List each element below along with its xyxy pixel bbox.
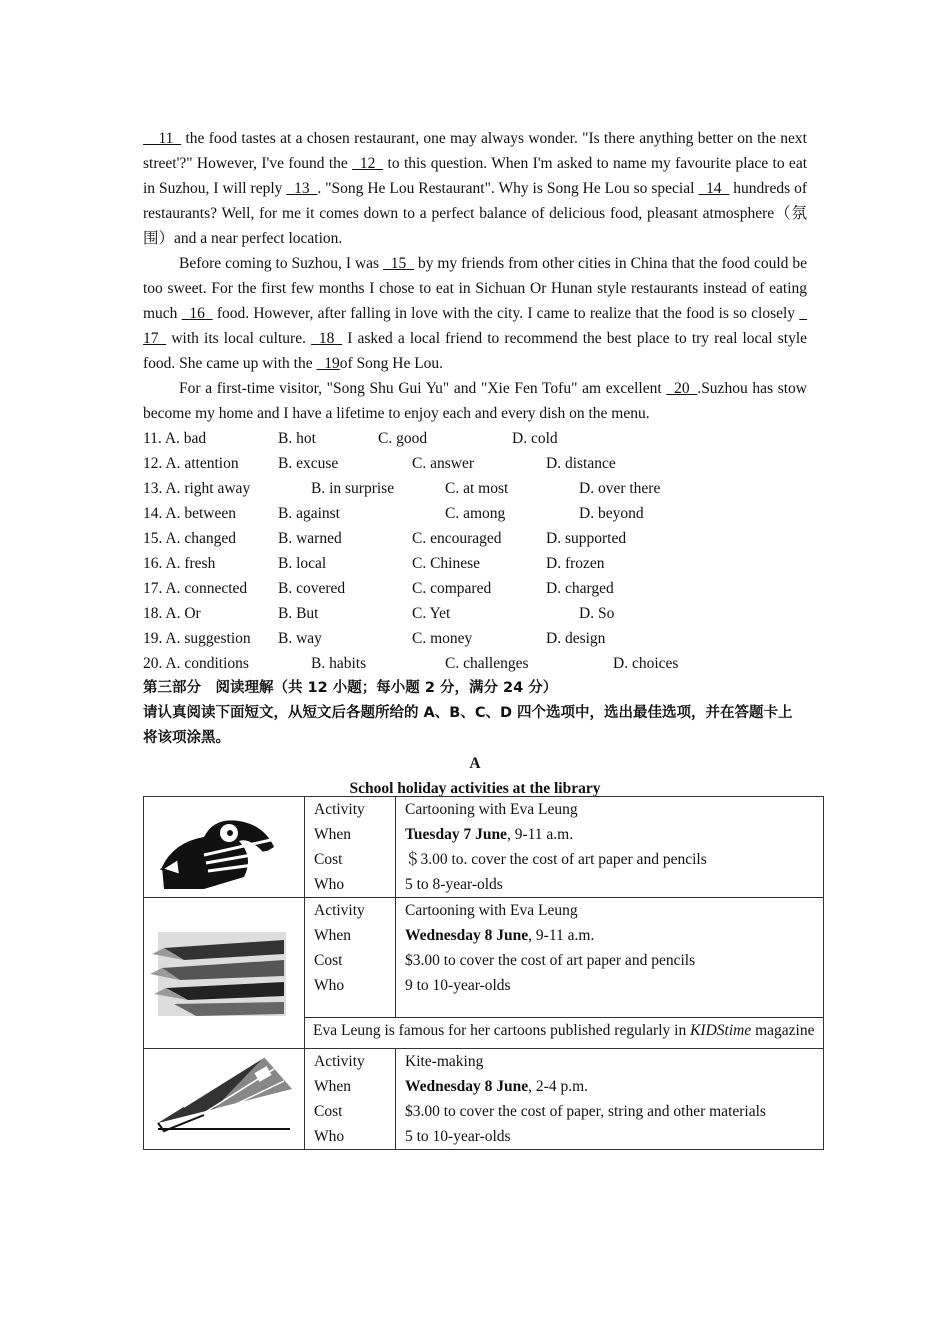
- option-row-19: 19. A. suggestion B. way C. money D. design: [143, 630, 606, 647]
- option-row-11: 11. A. bad B. hot C. good D. cold: [143, 430, 558, 447]
- activity-who: 5 to 8-year-olds: [405, 876, 503, 893]
- image-cell: [144, 1049, 305, 1150]
- activity-who: 9 to 10-year-olds: [405, 977, 511, 994]
- table-row: [144, 898, 824, 1018]
- activity-name: Cartooning with Eva Leung: [405, 801, 578, 818]
- value-cell: [396, 898, 824, 1018]
- option-row-15: 15. A. changed B. warned C. encouraged D. supported: [143, 530, 627, 547]
- blank-14: 14: [706, 180, 722, 197]
- passage-paragraph-2: Before coming to Suzhou, I was 15 by my friends from other cities in China that the food could be too sweet. For the first few months I chose to eat in Sichuan Or Hunan style restaurants instead of eating much 16 food. However, after falling in love with the city. I came to realize that the food is so closely 17 with its local culture. 18 I asked a local friend to recommend the best place to try real local style food. She came up with the 19of Song He Lou.: [143, 255, 808, 372]
- activity-name: Cartooning with Eva Leung: [405, 902, 578, 919]
- activity-cost: $3.00 to cover the cost of paper, string and other materials: [405, 1103, 766, 1120]
- activity-when: Wednesday 8 June, 9-11 a.m.: [405, 927, 595, 944]
- eva-leung-note: Eva Leung is famous for her cartoons published regularly in KIDStime magazine: [305, 1018, 824, 1049]
- blank-13: 13: [294, 180, 310, 197]
- table-row: [144, 797, 824, 898]
- label-cell: Activity When Cost Who: [305, 898, 396, 1018]
- option-row-17: 17. A. connected B. covered C. compared D. charged: [143, 580, 614, 597]
- blank-18: 18: [318, 330, 335, 347]
- passage-paragraph-3: For a first-time visitor, "Song Shu Gui Yu" and "Xie Fen Tofu" am excellent 20 .Suzhou has stow become my home and I have a lifetime to enjoy each and every dish on the menu.: [143, 380, 807, 422]
- section-instruction: 请认真阅读下面短文，从短文后各题所给的 A、B、C、D 四个选项中，选出最佳选项，并在答题卡上将该项涂黑。: [143, 705, 793, 746]
- section-heading: 第三部分 阅读理解（共 12 小题；每小题 2 分，满分 24 分）: [143, 680, 558, 696]
- blank-20: 20: [674, 380, 690, 397]
- cartoon-bird-icon: [144, 797, 304, 897]
- option-row-20: 20. A. conditions B. habits C. challenges D. choices: [143, 655, 679, 672]
- passage-paragraph-1: 11 the food tastes at a chosen restaurant, one may always wonder. "Is there anything better on the next street'?" However, I've found the 12 to this question. When I'm asked to name my favourite place to eat in Suzhou, I will reply 13 . "Song He Lou Restaurant". Why is Song He Lou so special 14 hundreds of restaurants? Well, for me it comes down to a perfect balance of delicious food, pleasant atmosphere（氛围）and a near perfect location.: [143, 130, 808, 247]
- blank-16: 16: [189, 305, 205, 322]
- activity-who: 5 to 10-year-olds: [405, 1128, 511, 1145]
- activities-table: [143, 796, 824, 1150]
- image-cell: [144, 898, 305, 1049]
- blank-11: 11: [158, 130, 174, 147]
- passage-title: School holiday activities at the library: [349, 780, 601, 797]
- activity-cost: ＄3.00 to. cover the cost of art paper and pencils: [405, 851, 707, 868]
- option-row-14: 14. A. between B. against C. among D. beyond: [143, 505, 644, 522]
- blank-12: 12: [359, 155, 376, 172]
- pencils-icon: [144, 898, 304, 1048]
- option-row-18: 18. A. Or B. But C. Yet D. So: [143, 605, 615, 622]
- activity-when: Tuesday 7 June, 9-11 a.m.: [405, 826, 574, 843]
- blank-15: 15: [390, 255, 407, 272]
- options-list: [143, 426, 807, 676]
- image-cell: [144, 797, 305, 898]
- passage-letter: A: [469, 755, 481, 772]
- value-cell: [396, 1049, 824, 1150]
- option-row-13: 13. A. right away B. in surprise C. at most D. over there: [143, 480, 661, 497]
- value-cell: [396, 797, 824, 898]
- kite-icon: [144, 1049, 304, 1149]
- label-cell: Activity When Cost Who: [305, 1049, 396, 1150]
- activity-cost: $3.00 to cover the cost of art paper and pencils: [405, 952, 696, 969]
- activity-when: Wednesday 8 June, 2-4 p.m.: [405, 1078, 589, 1095]
- option-row-12: 12. A. attention B. excuse C. answer D. distance: [143, 455, 616, 472]
- blank-17: 17: [143, 330, 159, 347]
- table-row: [144, 1049, 824, 1150]
- activity-name: Kite-making: [405, 1053, 484, 1070]
- exam-page: [143, 126, 807, 801]
- label-cell: Activity When Cost Who: [305, 797, 396, 898]
- blank-19: 19: [324, 355, 340, 372]
- option-row-16: 16. A. fresh B. local C. Chinese D. frozen: [143, 555, 605, 572]
